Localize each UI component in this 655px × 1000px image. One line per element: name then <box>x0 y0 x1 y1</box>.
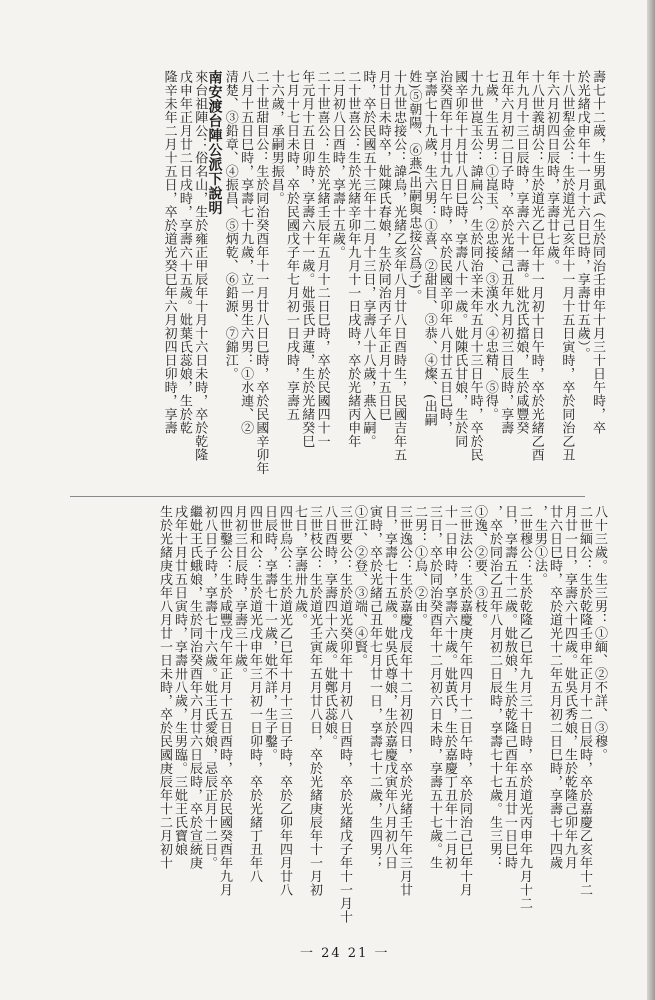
text-column: 來台祖陣公：俗名山，生於雍正甲辰年十月十六日未時，卒於乾隆 <box>192 70 208 462</box>
text-column: 繼妣王氏蛾娘，生於同治癸酉年六月廿六日辰時，卒於宣統庚 <box>187 505 202 870</box>
text-column: 二世緬公：生於乾隆壬申年正月十二日辰時，卒於嘉慶乙亥年十二 <box>577 505 592 897</box>
text-column: 壽七十二歲，生男虱武（生於同治壬申年十月三十日午時，卒 <box>590 70 605 435</box>
text-column: 初八日子時，享壽七十六歲。妣王氏愛娘，忌辰正月十二日。 <box>202 505 217 870</box>
text-column: 月廿一日，享壽六十四歲。妣吳氏秀娘，生於乾隆己卯年九月 <box>562 505 577 870</box>
text-column: 十八世犁金公：生於道光己亥年十一月十五日寅時，卒於同治乙丑 <box>559 70 575 462</box>
text-column: 年六月初四日辰時，享壽廿七歲。 <box>544 70 560 273</box>
text-column: 四世和公：生於道光戊申年三月初一日卯時，卒於光緒丁丑年八 <box>247 505 262 883</box>
text-column: 治癸酉年十月廿九日午時，卒於民國辛卯年八月廿五日巳時， <box>437 70 452 435</box>
text-column: 丑年六月初二日子時，卒於光緒己丑年九月初三日辰時，享壽 <box>498 70 514 435</box>
text-column: 於光緒戊申年十一月十六日巳時，享壽廿五歲）。 <box>574 70 590 361</box>
text-column: 七日，享壽卅九歲。 <box>292 505 307 627</box>
text-column: 戊申年正月廿二日戌時，享壽六十五歲。妣葉氏蕊娘，生於乾 <box>176 70 192 435</box>
text-column: 十六歲，承嗣男振昌。 <box>268 70 284 205</box>
text-column: 寅時，卒於光緒己丑年七月廿一日，享壽七十二歲，生四男； <box>367 505 382 870</box>
text-column: 四世烏公：生於道光乙巳年十月十三日子時，卒於乙卯年四月廿八 <box>277 505 292 897</box>
text-column: 年九月十三日辰時，享壽六十一壽。妣沈氏擋娘，生於咸豐癸 <box>513 70 529 435</box>
text-column: 國辛卯年十月廿八日巳時，享壽八十一歲。妣陳氏甘娘，生於同 <box>452 70 468 448</box>
text-column: 日，享壽五十二歲。妣敖娘，生於乾隆己酉年五月廿一日巳時 <box>502 505 517 870</box>
text-column: 南安渡台陣公派下說明 <box>206 70 223 215</box>
text-column: 二世穆公：生於乾隆乙巳年九月三十日時，卒於道光丙申年九月十二 <box>517 505 532 910</box>
section-divider <box>70 496 585 497</box>
text-column: 三世枝公：生於道光壬寅年五月廿八日，卒於光緒庚辰年十一月初 <box>307 505 322 897</box>
text-column: 十一日申時，享壽六十歲。妣黃氏，生於嘉慶丁丑年十二月初 <box>442 505 457 870</box>
text-column: 隆辛未年二月十五日，卒於道光癸巳年六月初四日卯時，享壽 <box>161 70 177 435</box>
text-column: 二十世甜目公：生於同治癸酉年十一月廿八日巳時，卒於民國辛卯年 <box>253 70 269 475</box>
text-column: 享壽七十九歲，生六男：①喜、②甜目、③恭、④燦、(出嗣 <box>421 70 437 427</box>
text-column: 姓)⑤朝陽、⑥燕(出嗣與忠接公爲子)。 <box>406 70 422 303</box>
text-column: 日辰時，享壽七十一歲，妣不詳，生子鑿。 <box>262 505 277 762</box>
text-column: 二男：①烏、②由。 <box>412 505 427 627</box>
text-column: 戌年十月廿五日寅時，享壽卅八歲，生男臨。三妣王氏寶娘 <box>172 505 187 856</box>
text-column: 四世鑿公：生於咸豐戊午年正月十五日酉時，卒於民國癸酉年九月 <box>217 505 232 897</box>
text-column: 年元月十五日卯時，享壽六十一歲。妣張氏尹蓮，生於光緒癸巳 <box>299 70 315 448</box>
page-edge-shadow <box>647 0 655 1000</box>
text-column: 清楚、③鉛章、④振昌、⑤炳乾、⑥鉛源、⑦錦江。 <box>222 70 238 381</box>
text-column: 十九世崑玉公：諱扁公，生於同治辛未年五月十三日午時，卒於民 <box>467 70 483 462</box>
text-column: 月初三日辰時，享壽三十歲。 <box>232 505 247 681</box>
text-column: 七歲，生五男：①崑玉、②忠接、③漢水、④忠精、⑤得。 <box>482 70 498 421</box>
text-column: 八十三歲。生三男：①緬、②不詳、③穆。 <box>592 505 607 762</box>
text-column: 時，卒於民國五十三年十二月十三日，享壽八十八歲，燕入嗣。 <box>360 70 376 448</box>
text-column: 三世逸公：生於嘉慶戊辰年十二月初四日，卒於光緒壬午年三月廿 <box>397 505 412 897</box>
text-column: 七月十七日未時，卒於民國戊子年七月初一日戌時，享壽五 <box>284 70 299 421</box>
text-column: 日，享壽七十五歲。妣吳氏尊娘，生於嘉慶戊寅年八月初八日 <box>382 505 397 870</box>
text-column: 二月初八日酉時，享壽十五歲。 <box>329 70 345 259</box>
text-column: 生於光緒庚戌年八月廿一日未時，卒於民國庚辰年十二月初十 <box>157 505 172 870</box>
text-column: ，卒於同治乙丑年八月初二日辰時，享壽七十七歲。生三男： <box>487 505 502 870</box>
text-column: ，生男①法。 <box>532 505 547 586</box>
text-column: 三世要公：生於道光癸卯年十月初八日酉時，卒於光緒戊子年十一月十 <box>337 505 352 924</box>
text-column: 月廿日未時卒，妣陳氏春娘，生於同治丙子年正月十五日巳 <box>375 70 391 421</box>
text-column: 三世法公：生於嘉慶庚午年四月十二日午時，卒於同治己巳年十月 <box>457 505 472 897</box>
text-column: ①江、②登、③端、④賢。 <box>352 505 367 667</box>
text-column: 三日，卒於同治癸酉年十二月初六日未時，享壽五十七歲。生 <box>427 505 442 870</box>
page-number: 一 24 21 一 <box>300 946 390 961</box>
text-column: 二十世喜公：生於光緒辛卯年九月十一日戌時，卒於光緒丙申年 <box>345 70 361 448</box>
text-column: ①逸、②要、③枝。 <box>472 505 487 627</box>
text-column: 二十世喜公：生於光緒壬辰年五月十二日巳時，卒於民國四十一 <box>314 70 330 448</box>
text-column: 八日酉時，享壽四十六歲。妣鄭氏蕊娘。 <box>322 505 337 748</box>
text-column: 八月十五日巳時，享壽七十九歲，立一男生六男：①水連、② <box>238 70 254 435</box>
text-column: 十八世義胡公：生於道光乙巳年十一月初十日午時，卒於光緒乙酉 <box>528 70 544 462</box>
text-column: 廿六日巳時，卒於道光十二年五月初二日巳時，享壽七十四歲 <box>547 505 562 870</box>
text-column: 十九世忠接公：諱烏，光緒乙亥年八月廿八日酉時生，民國吉年五 <box>391 70 407 462</box>
